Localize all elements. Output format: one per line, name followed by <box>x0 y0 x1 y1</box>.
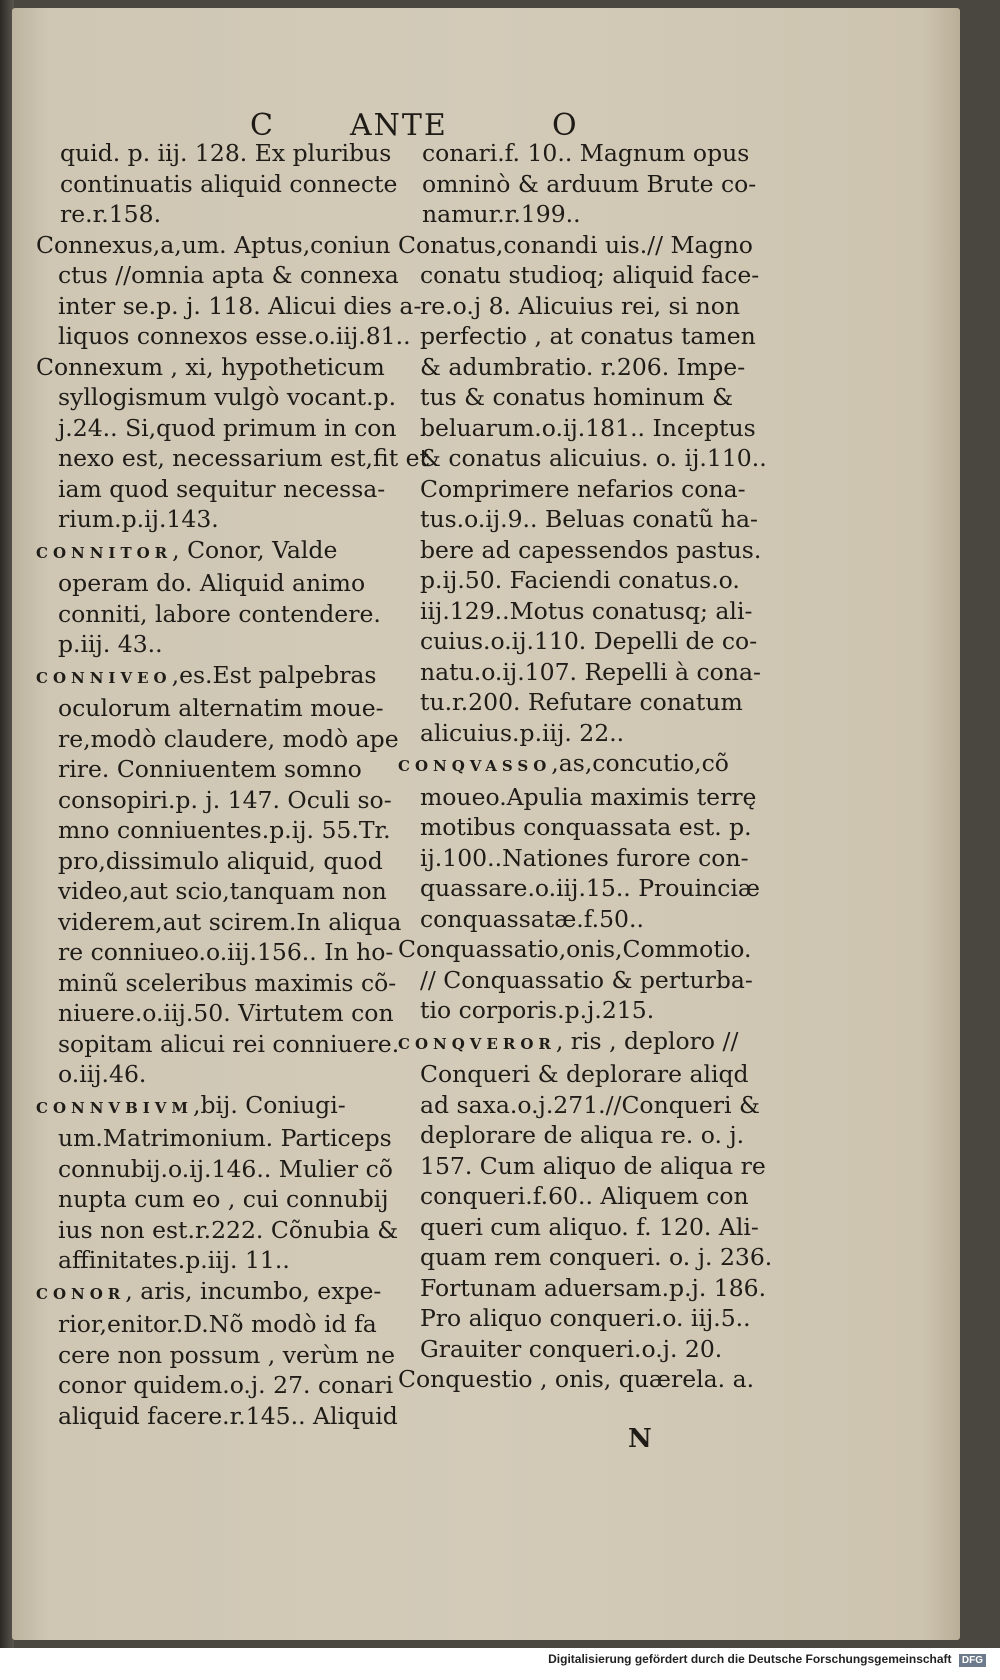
entry-line: iij.129..Motus conatusq; ali- <box>420 596 753 625</box>
entry-line: ius non est.r.222. Cõnubia & <box>58 1215 399 1244</box>
entry-line: namur.r.199.. <box>422 200 581 228</box>
entry-text: , aris, incumbo, expe- <box>125 1276 382 1305</box>
entry-line: ad saxa.o.j.271.//Conqueri & <box>420 1090 760 1119</box>
entry-line: minũ sceleribus maximis cõ- <box>58 968 397 997</box>
entry-line: aliquid facere.r.145.. Aliquid <box>58 1401 398 1430</box>
entry-text: ,bij. Coniugi- <box>193 1090 346 1119</box>
dictionary-entry <box>28 535 438 660</box>
entry-line: conqueri.f.60.. Aliquem con <box>420 1182 749 1210</box>
entry-line: p.iij. 43.. <box>58 630 163 658</box>
entry-text: , Conor, Valde <box>172 535 338 564</box>
entry-line: Conqueri & deplorare aliqd <box>420 1060 749 1088</box>
dictionary-entry <box>390 230 785 749</box>
entry-headword: CONQVASSO <box>398 757 552 775</box>
entry-line: perfectio , at conatus tamen <box>420 322 756 350</box>
entry-line: Conquassatio,onis,Commotio. <box>398 935 752 963</box>
entry-line: quam rem conqueri. o. j. 236. <box>420 1243 773 1271</box>
entry-line: bere ad capessendos pastus. <box>420 535 762 564</box>
entry-line: tu.r.200. Refutare conatum <box>420 688 743 716</box>
entry-line: inter se.p. j. 118. Alicui dies a- <box>58 291 422 320</box>
entry-line: affinitates.p.iij. 11.. <box>58 1246 290 1274</box>
entry-line <box>28 1276 438 1310</box>
entry-text: ,es.Est palpebras <box>171 660 377 689</box>
entry-line: deplorare de aliqua re. o. j. <box>420 1121 745 1149</box>
footer-text: Digitalisierung gefördert durch die Deutsche Forschungsgemeinschaft <box>548 1652 952 1666</box>
entry-line: um.Matrimonium. Particeps <box>58 1124 392 1152</box>
dictionary-entry <box>390 138 785 230</box>
entry-line: viderem,aut scirem.In aliqua <box>58 907 402 936</box>
entry-line: conquassatæ.f.50.. <box>420 904 644 933</box>
entry-line: Connexum , xi, hypotheticum <box>36 352 385 381</box>
entry-line: mno conniuentes.p.ij. 55.Tr. <box>58 816 391 844</box>
entry-line: Fortunam aduersam.p.j. 186. <box>420 1273 767 1302</box>
header-right-letter: O <box>552 108 579 143</box>
entry-line: conatu studioq; aliquid face- <box>420 261 760 289</box>
dictionary-entry <box>28 1276 438 1432</box>
entry-line: nexo est, necessarium est,fit et <box>58 444 429 472</box>
entry-line: Conatus,conandi uis.// Magno <box>398 230 753 259</box>
dictionary-entry <box>28 138 438 230</box>
dfg-logo: DFG <box>959 1654 986 1667</box>
dictionary-entry <box>28 352 438 535</box>
dictionary-entry <box>28 230 438 352</box>
entry-line: connubij.o.ij.146.. Mulier cõ <box>58 1154 393 1183</box>
entry-line: quid. p. iij. 128. Ex pluribus <box>60 139 392 167</box>
entry-line: // Conquassatio & perturba- <box>420 965 753 994</box>
entry-line: re.r.158. <box>60 200 162 228</box>
entry-line: Connexus,a,um. Aptus,coniun <box>36 230 391 259</box>
dictionary-entry <box>390 1364 785 1395</box>
entry-line: p.ij.50. Faciendi conatus.o. <box>420 566 740 594</box>
entry-line: Comprimere nefarios cona- <box>420 474 746 503</box>
entry-line: rium.p.ij.143. <box>58 505 219 533</box>
entry-line: niuere.o.iij.50. Virtutem con <box>58 999 394 1027</box>
entry-headword: CONNIVEO <box>36 668 172 687</box>
footer-credit <box>0 1652 1000 1676</box>
dictionary-entry <box>390 934 785 1026</box>
entry-headword: CONOR <box>36 1284 126 1303</box>
entry-line: sopitam alicui rei conniuere. <box>58 1029 400 1058</box>
entry-line: nupta cum eo , cui connubij <box>58 1185 389 1213</box>
entry-line: queri cum aliquo. f. 120. Ali- <box>420 1212 759 1241</box>
entry-line <box>28 1090 438 1124</box>
entry-line: alicuius.p.iij. 22.. <box>420 718 625 747</box>
entry-line: natu.o.ij.107. Repelli à cona- <box>420 657 761 686</box>
entry-line: video,aut scio,tanquam non <box>58 877 387 905</box>
left-column <box>28 138 438 1431</box>
entry-line: Conquestio , onis, quærela. a. <box>398 1365 755 1393</box>
entry-line: iam quod sequitur necessa- <box>58 474 386 503</box>
entry-line: conor quidem.o.j. 27. conari <box>58 1371 394 1399</box>
entry-line: tus.o.ij.9.. Beluas conatũ ha- <box>420 505 758 533</box>
entry-line: rire. Conniuentem somno <box>58 755 362 783</box>
entry-line: continuatis aliquid connecte <box>60 169 398 198</box>
dictionary-entry <box>390 1026 785 1365</box>
entry-line: motibus conquassata est. p. <box>420 813 752 841</box>
entry-line: & adumbratio. r.206. Impe- <box>420 352 746 381</box>
entry-line: syllogismum vulgò vocant.p. <box>58 383 397 411</box>
entry-headword: CONNITOR <box>36 543 173 562</box>
entry-line: o.iij.46. <box>58 1060 147 1088</box>
header-center-word: ANTE <box>350 108 448 143</box>
right-column <box>390 138 785 1395</box>
entry-line: cuius.o.ij.110. Depelli de co- <box>420 627 758 655</box>
dictionary-entry <box>390 748 785 934</box>
entry-line: tio corporis.p.j.215. <box>420 996 655 1024</box>
entry-headword: CONQVEROR <box>398 1034 556 1053</box>
header-left-letter: C <box>250 108 275 143</box>
entry-line: 157. Cum aliquo de aliqua re <box>420 1151 766 1180</box>
entry-line: tus & conatus hominum & <box>420 383 734 411</box>
entry-line: operam do. Aliquid animo <box>58 569 366 597</box>
entry-line: re.o.j 8. Alicuius rei, si non <box>420 291 741 320</box>
entry-line <box>390 748 785 782</box>
entry-line: liquos connexos esse.o.iij.81.. <box>58 322 411 350</box>
entry-line: re,modò claudere, modò ape <box>58 724 399 753</box>
entry-line: omninò & arduum Brute co- <box>422 169 757 198</box>
entry-line: re conniueo.o.iij.156.. In ho- <box>58 938 394 966</box>
entry-line <box>28 535 438 569</box>
entry-line: ctus //omnia apta & connexa <box>58 261 399 289</box>
dictionary-entry <box>28 660 438 1090</box>
entry-text: ,as,concutio,cõ <box>551 749 729 777</box>
entry-line: ij.100..Nationes furore con- <box>420 843 749 872</box>
entry-line: cere non possum , verùm ne <box>58 1340 396 1369</box>
entry-line: consopiri.p. j. 147. Oculi so- <box>58 785 392 814</box>
entry-line: beluarum.o.ij.181.. Inceptus <box>420 413 756 442</box>
dictionary-entry <box>28 1090 438 1276</box>
entry-line: & conatus alicuius. o. ij.110.. <box>420 444 767 472</box>
entry-line: Pro aliquo conqueri.o. iij.5.. <box>420 1304 751 1332</box>
entry-headword: CONNVBIVM <box>36 1098 194 1117</box>
entry-line: conniti, labore contendere. <box>58 599 381 628</box>
entry-text: , ris , deploro // <box>555 1026 739 1055</box>
signature-mark: N <box>628 1424 652 1454</box>
entry-line: rior,enitor.D.Nõ modò id fa <box>58 1310 377 1338</box>
entry-line: quassare.o.iij.15.. Prouinciæ <box>420 874 760 902</box>
entry-line: pro,dissimulo aliquid, quod <box>58 846 383 875</box>
entry-line: j.24.. Si,quod primum in con <box>58 413 397 442</box>
entry-line: moueo.Apulia maximis terrę <box>420 782 757 811</box>
entry-line <box>390 1026 785 1060</box>
entry-line: conari.f. 10.. Magnum opus <box>422 139 750 167</box>
entry-line: Grauiter conqueri.o.j. 20. <box>420 1334 723 1363</box>
entry-line <box>28 660 438 694</box>
entry-line: oculorum alternatim moue- <box>58 694 384 722</box>
